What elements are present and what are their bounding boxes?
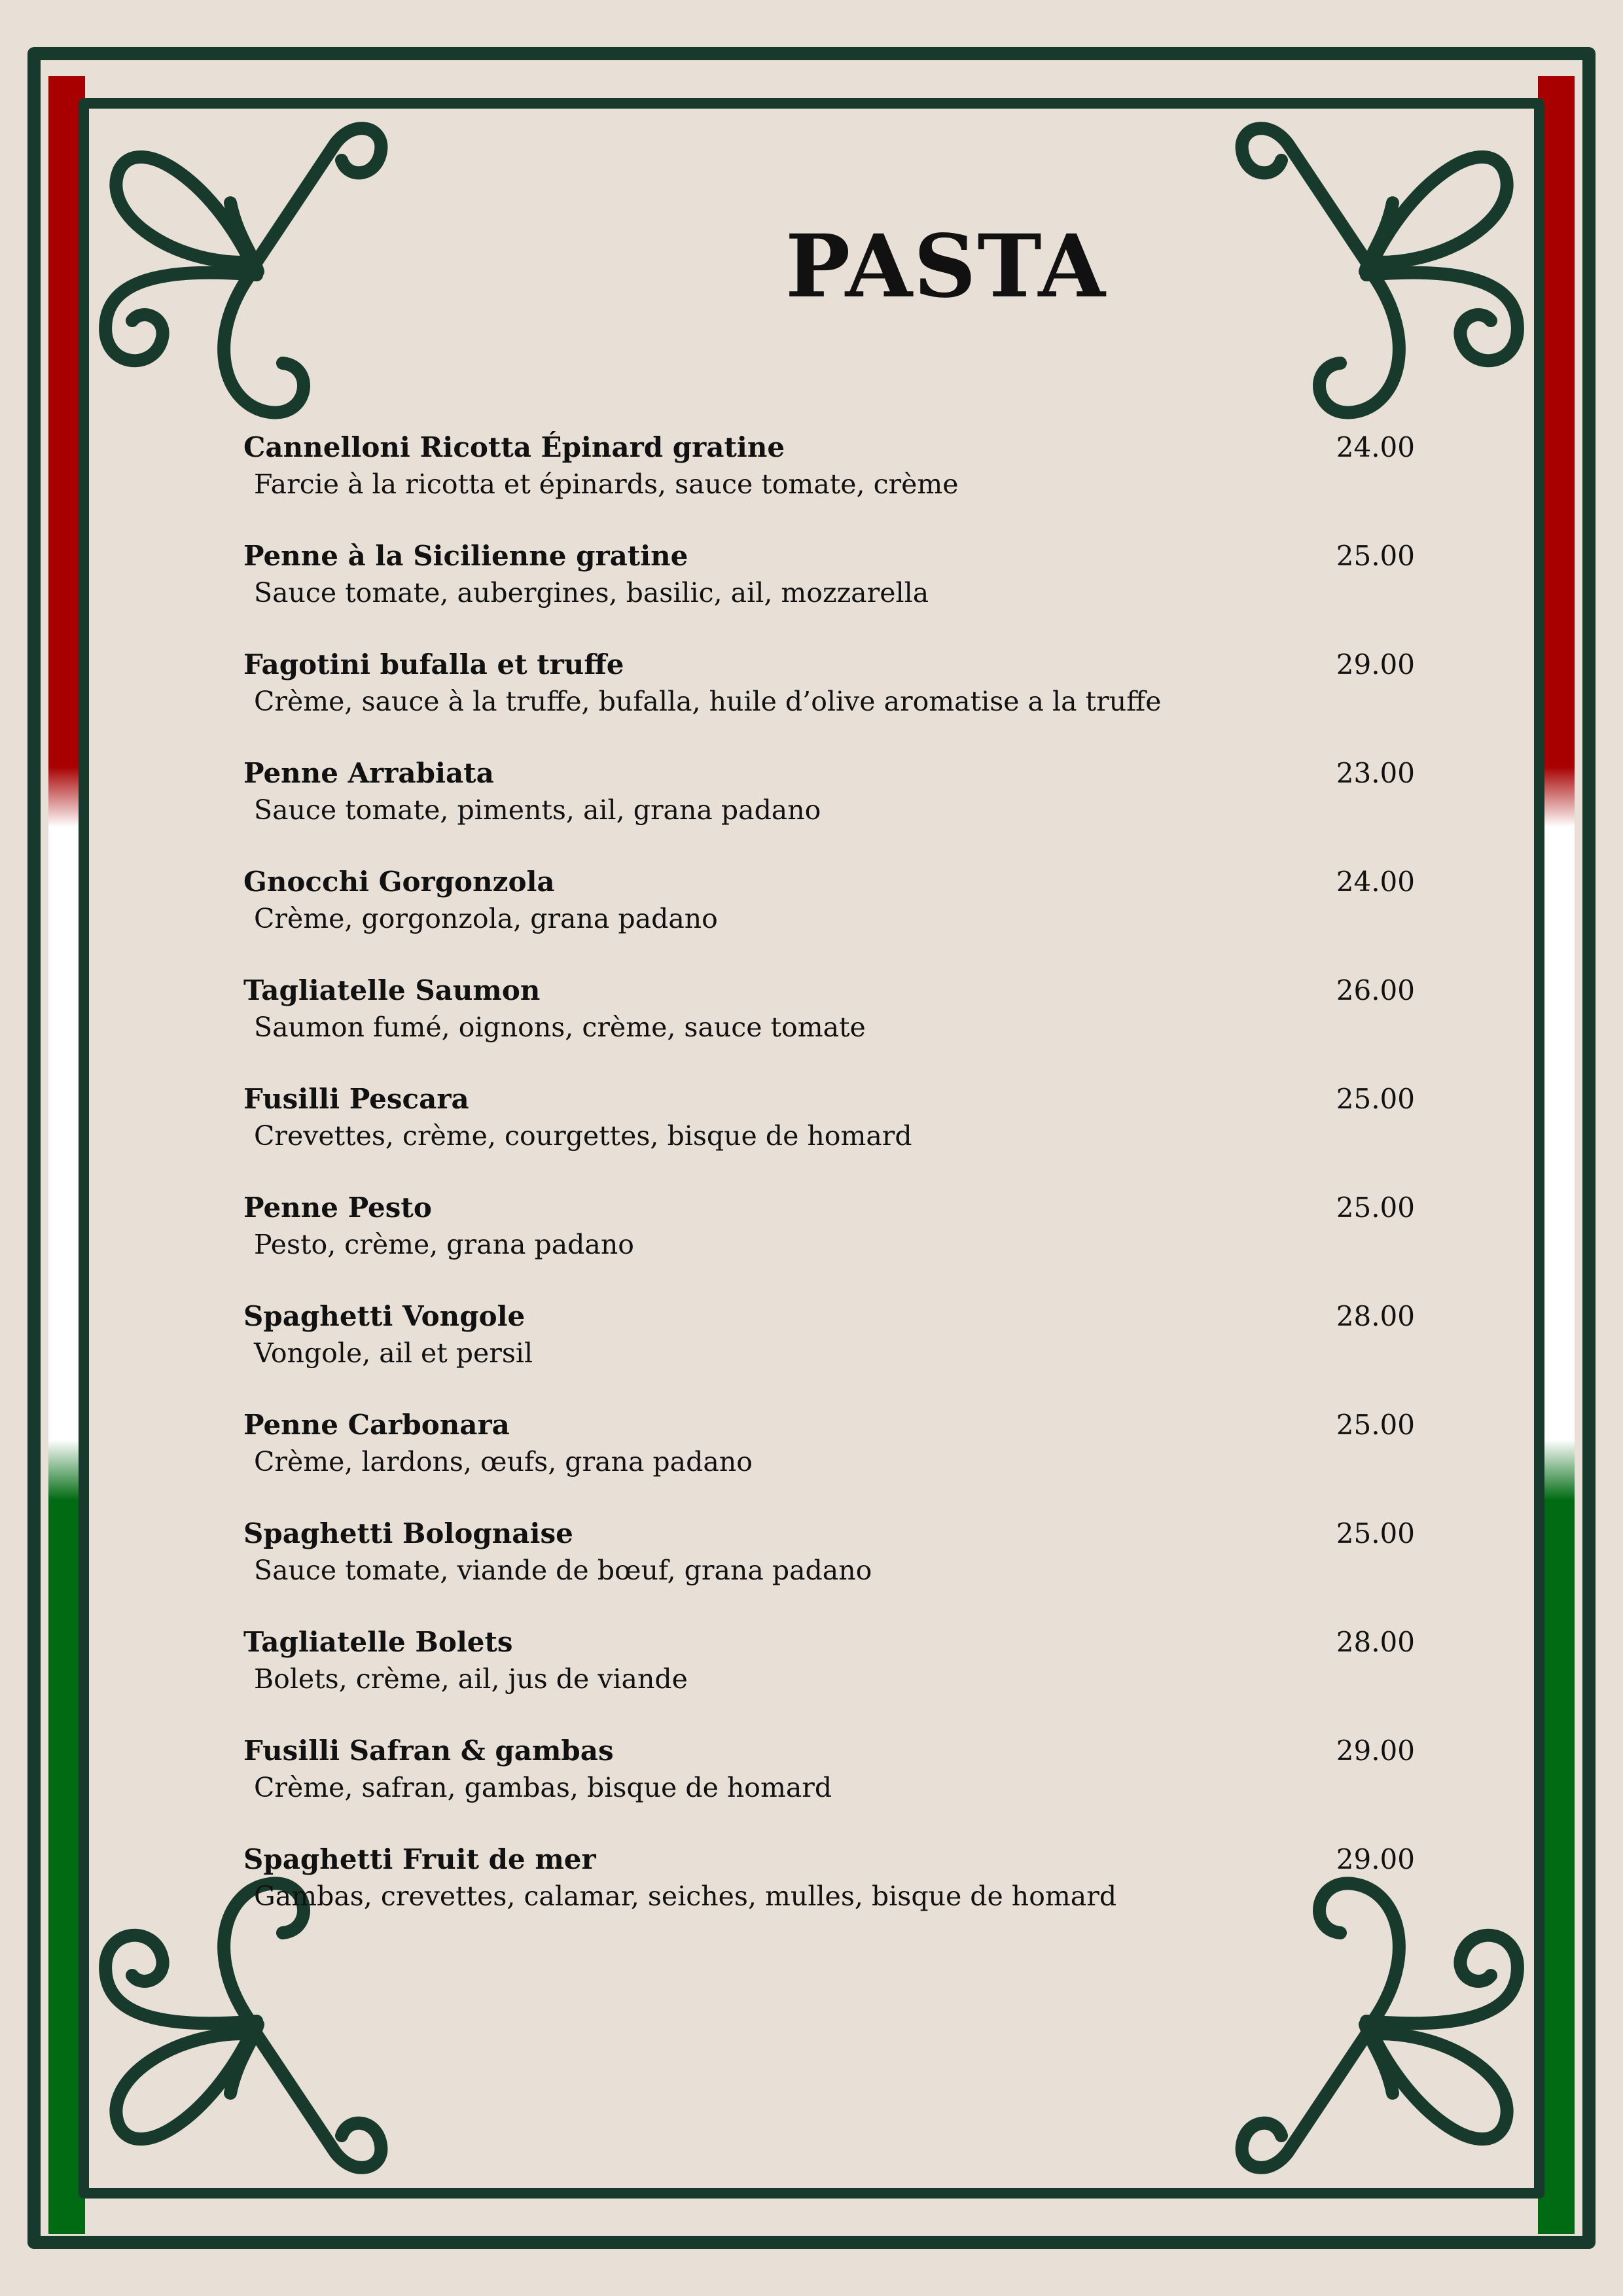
swirl-flourish-icon	[86, 105, 453, 471]
menu-item	[243, 1081, 1415, 1190]
dish-name: Penne Pesto	[243, 1192, 432, 1224]
dish-name: Tagliatelle Bolets	[243, 1626, 513, 1658]
dish-description: Farcie à la ricotta et épinards, sauce tomate, crème	[254, 468, 959, 500]
swirl-flourish-icon	[1170, 105, 1537, 471]
dish-price: 29.00	[1336, 648, 1415, 680]
dish-description: Sauce tomate, piments, ail, grana padano	[254, 794, 821, 826]
menu-item	[243, 1190, 1415, 1298]
dish-name: Cannelloni Ricotta Épinard gratine	[243, 431, 785, 463]
menu-item	[243, 1841, 1415, 1950]
menu-item	[243, 1298, 1415, 1407]
dish-name: Fusilli Safran & gambas	[243, 1735, 614, 1767]
menu-item	[243, 646, 1415, 755]
dish-price: 25.00	[1336, 1517, 1415, 1549]
dish-name: Fagotini bufalla et truffe	[243, 648, 624, 680]
menu-item	[243, 1515, 1415, 1624]
dish-price: 28.00	[1336, 1300, 1415, 1332]
menu-item	[243, 429, 1415, 538]
dish-description: Sauce tomate, viande de bœuf, grana padano	[254, 1555, 872, 1586]
menu-title: PASTA	[785, 216, 1107, 317]
dish-price: 25.00	[1336, 540, 1415, 572]
dish-name: Gnocchi Gorgonzola	[243, 866, 555, 898]
dish-description: Vongole, ail et persil	[254, 1337, 533, 1369]
dish-description: Crevettes, crème, courgettes, bisque de homard	[254, 1120, 912, 1152]
dish-description: Crème, safran, gambas, bisque de homard	[254, 1772, 832, 1803]
dish-description: Crème, sauce à la truffe, bufalla, huile d’olive aromatise a la truffe	[254, 686, 1162, 717]
dish-description: Sauce tomate, aubergines, basilic, ail, mozzarella	[254, 577, 929, 609]
dish-price: 29.00	[1336, 1735, 1415, 1767]
dish-description: Pesto, crème, grana padano	[254, 1229, 634, 1260]
dish-price: 23.00	[1336, 757, 1415, 789]
dish-name: Penne Carbonara	[243, 1409, 510, 1441]
dish-name: Spaghetti Bolognaise	[243, 1517, 573, 1549]
dish-description: Crème, lardons, œufs, grana padano	[254, 1446, 753, 1477]
dish-price: 25.00	[1336, 1409, 1415, 1441]
menu-item	[243, 755, 1415, 864]
menu-item	[243, 864, 1415, 972]
dish-price: 25.00	[1336, 1192, 1415, 1224]
menu-item	[243, 1624, 1415, 1733]
dish-price: 29.00	[1336, 1843, 1415, 1875]
menu-item	[243, 1733, 1415, 1841]
menu-item	[243, 1407, 1415, 1515]
dish-description: Saumon fumé, oignons, crème, sauce tomate	[254, 1012, 866, 1043]
dish-price: 24.00	[1336, 431, 1415, 463]
menu-item	[243, 972, 1415, 1081]
dish-price: 25.00	[1336, 1083, 1415, 1115]
dish-description: Gambas, crevettes, calamar, seiches, mulles, bisque de homard	[254, 1881, 1117, 1912]
dish-price: 24.00	[1336, 866, 1415, 898]
dish-name: Spaghetti Fruit de mer	[243, 1843, 596, 1875]
dish-name: Penne à la Sicilienne gratine	[243, 540, 688, 572]
dish-description: Bolets, crème, ail, jus de viande	[254, 1663, 688, 1695]
dish-name: Fusilli Pescara	[243, 1083, 469, 1115]
dish-price: 26.00	[1336, 974, 1415, 1006]
dish-description: Crème, gorgonzola, grana padano	[254, 903, 718, 934]
menu-item	[243, 538, 1415, 646]
dish-price: 28.00	[1336, 1626, 1415, 1658]
dish-name: Tagliatelle Saumon	[243, 974, 541, 1006]
menu-list	[243, 429, 1415, 1950]
dish-name: Spaghetti Vongole	[243, 1300, 526, 1332]
dish-name: Penne Arrabiata	[243, 757, 494, 789]
